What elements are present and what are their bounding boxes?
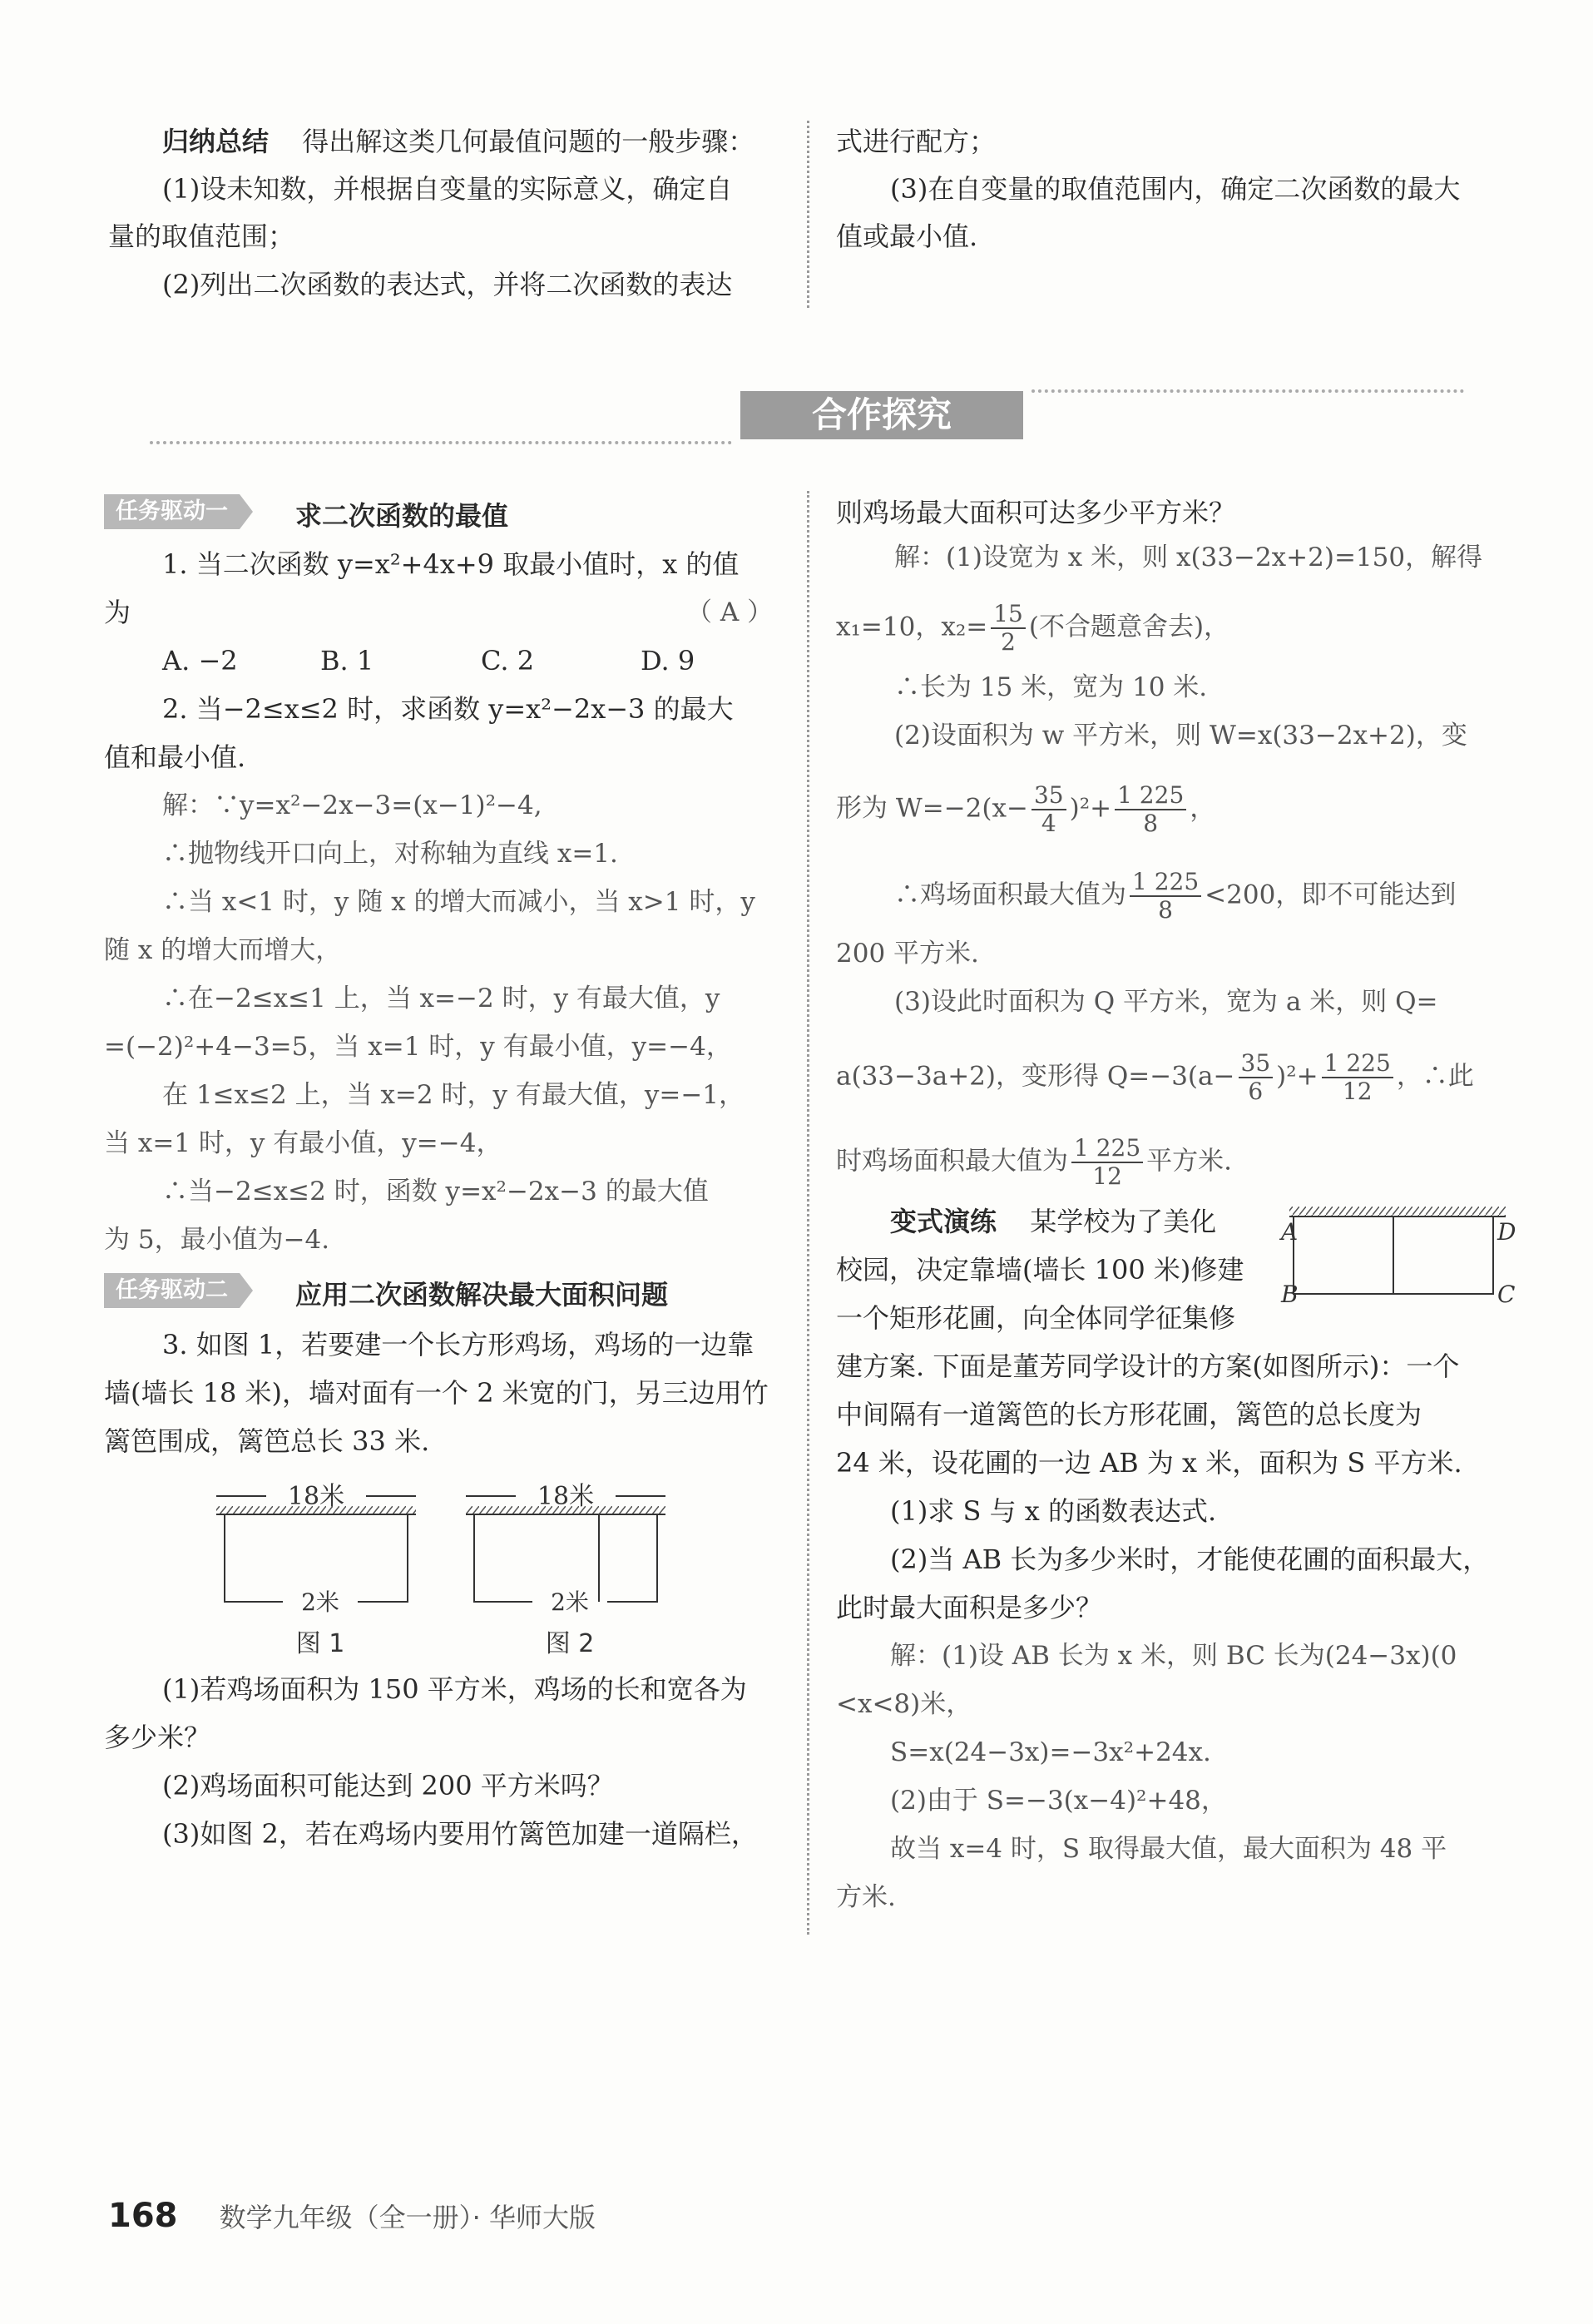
q1-option-a: A. −2 xyxy=(162,645,238,676)
fraction-1225-8: $\frac{1 225}{8}$ xyxy=(1115,782,1186,837)
variant-sol6: 方米. xyxy=(836,1882,896,1912)
point-c: C xyxy=(1497,1281,1516,1308)
ans2-vertex-form: 形为 W=−2(x− xyxy=(836,793,1028,824)
ans3-line2: a(33−3a+2)，变形得 Q=−3(a− $\frac{35}{6}$ )²+ $\frac{1 225}{12}$ ，∴此 xyxy=(836,1049,1474,1105)
q3-part3: (3)如图 2，若在鸡场内要用竹篱笆加建一道隔栏， xyxy=(162,1818,758,1850)
q3-part2: (2)鸡场面积可能达到 200 平方米吗？ xyxy=(162,1770,614,1801)
task1-label: 任务驱动一 xyxy=(104,494,240,529)
fraction-1225-12: $\frac{1 225}{12}$ xyxy=(1322,1050,1393,1105)
q2-sol4: 随 x 的增大而增大， xyxy=(104,935,342,965)
point-b: B xyxy=(1281,1281,1299,1308)
q2-sol7: 在 1≤x≤2 上，当 x=2 时，y 有最大值，y=−1， xyxy=(162,1080,745,1110)
q1-line2: 为 xyxy=(104,597,131,628)
variant-line6: 24 米，设花圃的一边 AB 为 x 米，面积为 S 平方米. xyxy=(836,1447,1462,1479)
fig2-door-label: 2米 xyxy=(551,1588,589,1616)
q1-answer: （ A ） xyxy=(686,597,774,627)
figure-2 xyxy=(466,1482,665,1658)
variant-sol5: 故当 x=4 时，S 取得最大值，最大面积为 48 平 xyxy=(890,1834,1447,1864)
fig2-fence-right xyxy=(607,1514,657,1602)
fraction-35-6: $\frac{35}{6}$ xyxy=(1239,1050,1274,1105)
q2-sol1: 解：∵y=x²−2x−3=(x−1)²−4, xyxy=(162,790,542,820)
task2-title: 应用二次函数解决最大面积问题 xyxy=(295,1279,669,1311)
summary-r3: 值或最小值. xyxy=(836,221,978,252)
variant-sol1: 解：(1)设 AB 长为 x 米，则 BC 长为(24−3x)(0 xyxy=(890,1641,1457,1671)
banner-dots-left xyxy=(150,441,732,444)
q3-part3-cont: 则鸡场最大面积可达多少平方米？ xyxy=(836,497,1236,528)
ans3-max-text: 时鸡场面积最大值为 xyxy=(836,1146,1068,1177)
point-d: D xyxy=(1497,1218,1516,1246)
task1-title: 求二次函数的最值 xyxy=(295,500,509,532)
variant-line4: 建方案. 下面是董芳同学设计的方案(如图所示)：一个 xyxy=(836,1350,1460,1382)
fraction-35-4: $\frac{35}{4}$ xyxy=(1031,782,1066,837)
section-banner: 合作探究 xyxy=(740,391,1023,439)
summary-r2: (3)在自变量的取值范围内，确定二次函数的最大 xyxy=(890,173,1461,205)
ans2-max-text: ∴鸡场面积最大值为 xyxy=(894,880,1126,910)
variant-line2: 校园，决定靠墙(墙长 100 米)修建 xyxy=(836,1254,1244,1286)
q1-option-c: C. 2 xyxy=(481,645,535,676)
q3-line2: 墙(墙长 18 米)，墙对面有一个 2 米宽的门，另三边用竹 xyxy=(104,1377,769,1409)
summary-l2: 量的取值范围； xyxy=(108,221,295,252)
q3-part1-line2: 多少米？ xyxy=(104,1722,211,1753)
fig2-caption: 图 2 xyxy=(545,1629,595,1658)
chicken-figures xyxy=(200,1473,699,1664)
q2-sol10: 为 5，最小值为−4. xyxy=(104,1225,330,1255)
q2-line1: 2. 当−2≤x≤2 时，求函数 y=x²−2x−3 的最大 xyxy=(162,693,734,725)
book-title: 数学九年级（全一册）· 华师大版 xyxy=(219,2202,596,2233)
variant-line1: 某学校为了美化 xyxy=(1030,1206,1217,1237)
ans3-vertex-form: a(33−3a+2)，变形得 Q=−3(a− xyxy=(836,1061,1235,1092)
fig2-fence-left xyxy=(474,1514,532,1602)
variant-q2-line2: 此时最大面积是多少？ xyxy=(836,1592,1103,1623)
ans1-line1: 解：(1)设宽为 x 米，则 x(33−2x+2)=150，解得 xyxy=(894,543,1483,572)
fraction-15-2: $\frac{15}{2}$ xyxy=(991,601,1026,656)
banner-dots-right xyxy=(1031,389,1464,393)
task2-label: 任务驱动二 xyxy=(104,1273,240,1308)
garden-wall-hatch xyxy=(1289,1207,1506,1217)
summary-r1: 式进行配方； xyxy=(836,126,997,157)
ans1-reject-note: (不合题意舍去)， xyxy=(1028,612,1230,642)
page-number: 168 xyxy=(108,2197,178,2235)
q1-option-d: D. 9 xyxy=(641,645,695,676)
fig1-fence-right xyxy=(358,1514,408,1602)
q2-sol6: =(−2)²+4−3=5，当 x=1 时，y 有最小值，y=−4， xyxy=(104,1032,732,1062)
fig1-caption: 图 1 xyxy=(295,1629,345,1658)
q2-sol2: ∴抛物线开口向上，对称轴为直线 x=1. xyxy=(162,839,618,869)
fig1-door-label: 2米 xyxy=(301,1588,339,1616)
fig1-fence-left xyxy=(225,1514,283,1602)
variant-sol2: <x<8)米， xyxy=(836,1689,972,1719)
summary-intro: 得出解这类几何最值问题的一般步骤： xyxy=(302,126,755,157)
ans1-x-values: x₁=10，x₂= xyxy=(836,612,988,642)
variant-q1: (1)求 S 与 x 的函数表达式. xyxy=(890,1495,1217,1527)
figure-1 xyxy=(216,1482,416,1658)
ans2-line1: (2)设面积为 w 平方米，则 W=x(33−2x+2)，变 xyxy=(894,721,1467,751)
summary-l1: (1)设未知数，并根据自变量的实际意义，确定自 xyxy=(162,173,733,205)
ans1-line2 xyxy=(836,601,1229,656)
q3-line1: 3. 如图 1，若要建一个长方形鸡场，鸡场的一边靠 xyxy=(162,1329,754,1360)
ans2-line3: ∴鸡场面积最大值为 $\frac{1 225}{8}$ <200，即不可能达到 xyxy=(894,868,1457,924)
variant-sol4: (2)由于 S=−3(x−4)²+48， xyxy=(890,1786,1227,1816)
ans2-line4: 200 平方米. xyxy=(836,939,979,969)
variant-q2-line1: (2)当 AB 长为多少米时，才能使花圃的面积最大， xyxy=(890,1544,1490,1575)
q3-line3: 篱笆围成，篱笆总长 33 米. xyxy=(104,1425,430,1457)
summary-l3: (2)列出二次函数的表达式，并将二次函数的表达 xyxy=(162,269,733,300)
q2-line2: 值和最小值. xyxy=(104,741,246,773)
page-footer xyxy=(108,2197,596,2235)
column-divider xyxy=(807,491,809,1935)
variant-line3: 一个矩形花圃，向全体同学征集修 xyxy=(836,1302,1236,1334)
fig1-wall-label: 18米 xyxy=(287,1482,345,1511)
q2-sol9: ∴当−2≤x≤2 时，函数 y=x²−2x−3 的最大值 xyxy=(162,1177,709,1207)
q1-option-b: B. 1 xyxy=(320,645,374,676)
q1-line1: 1. 当二次函数 y=x²+4x+9 取最小值时，x 的值 xyxy=(162,548,740,580)
summary-divider xyxy=(807,121,809,308)
fraction-1225-12-b: $\frac{1 225}{12}$ xyxy=(1071,1135,1143,1190)
ans1-line3: ∴长为 15 米，宽为 10 米. xyxy=(894,672,1208,702)
q2-sol8: 当 x=1 时，y 有最小值，y=−4， xyxy=(104,1128,502,1158)
fraction-1225-8-b: $\frac{1 225}{8}$ xyxy=(1130,869,1201,924)
summary-label: 归纳总结 xyxy=(162,126,270,157)
variant-label: 变式演练 xyxy=(890,1206,997,1237)
variant-sol3: S=x(24−3x)=−3x²+24x. xyxy=(890,1737,1211,1767)
ans3-line3: 时鸡场面积最大值为 $\frac{1 225}{12}$ 平方米. xyxy=(836,1134,1233,1190)
garden-figure xyxy=(1273,1190,1522,1315)
variant-line5: 中间隔有一道篱笆的长方形花圃，篱笆的总长度为 xyxy=(836,1399,1422,1430)
q2-sol5: ∴在−2≤x≤1 上，当 x=−2 时，y 有最大值，y xyxy=(162,984,720,1013)
fig2-wall-label: 18米 xyxy=(537,1482,595,1511)
ans2-line2: 形为 W=−2(x− $\frac{35}{4}$ )²+ $\frac{1 225}{8}$ ， xyxy=(836,781,1216,837)
q3-part1-line1: (1)若鸡场面积为 150 平方米，鸡场的长和宽各为 xyxy=(162,1673,747,1705)
ans3-line1: (3)设此时面积为 Q 平方米，宽为 a 米，则 Q= xyxy=(894,987,1438,1017)
q2-sol3: ∴当 x<1 时，y 随 x 的增大而减小，当 x>1 时，y xyxy=(162,887,755,917)
point-a: A xyxy=(1281,1218,1299,1246)
